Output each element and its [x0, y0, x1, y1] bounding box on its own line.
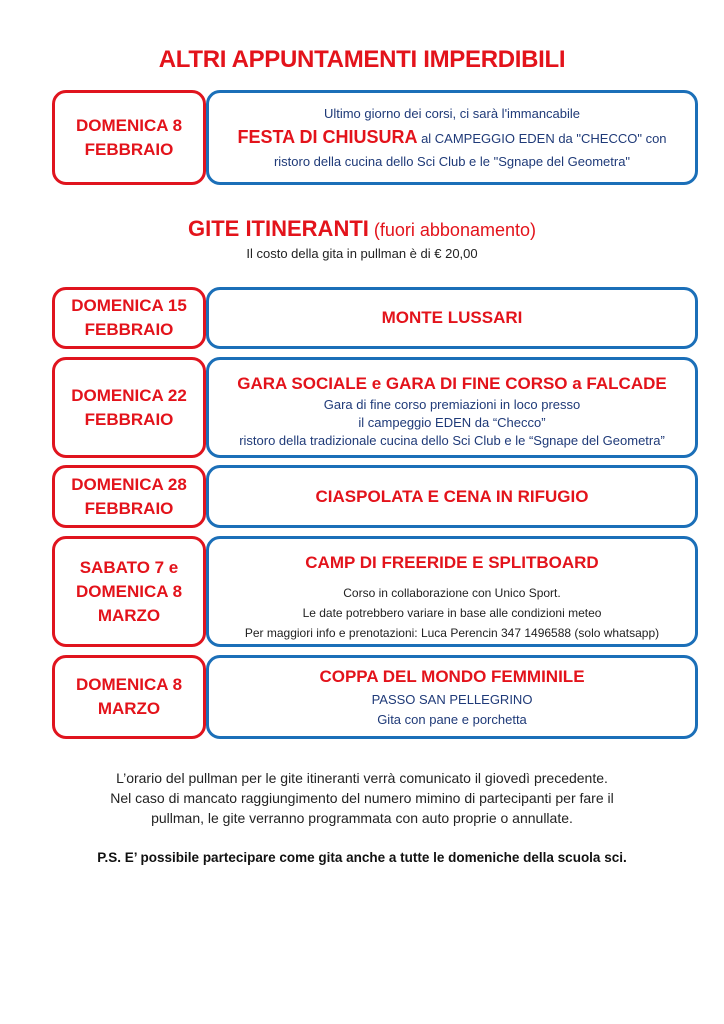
date-line: FEBBRAIO — [84, 409, 174, 429]
date-line: FEBBRAIO — [84, 320, 174, 339]
date-line: SABATO 7 e — [79, 557, 179, 577]
closing-event-date — [52, 90, 206, 185]
closing-detail: ristoro della cucina dello Sci Club e le "Sgnape del Geometra" — [273, 153, 631, 169]
closing-highlight: FESTA DI CHIUSURA — [237, 126, 418, 147]
trip-detail: Le date potrebbero variare in base alle condizioni meteo — [302, 606, 602, 620]
trip-date — [52, 465, 206, 528]
trip-info — [206, 655, 698, 739]
closing-event-row — [52, 90, 698, 185]
trips-subtitle: (fuori abbonamento) — [368, 220, 536, 240]
trip-title: COPPA DEL MONDO FEMMINILE — [319, 667, 585, 686]
closing-headline — [237, 125, 666, 151]
trip-title: CIASPOLATA E CENA IN RIFUGIO — [315, 486, 589, 506]
trip-detail: Per maggiori info e prenotazioni: Luca Perencin 347 1496588 (solo whatsapp) — [244, 626, 660, 640]
trip-detail: PASSO SAN PELLEGRINO — [371, 692, 533, 707]
date-line: FEBBRAIO — [84, 498, 174, 518]
trip-date — [52, 655, 206, 739]
trips-title: GITE ITINERANTI — [188, 216, 369, 241]
date-line: DOMENICA 8 — [75, 115, 183, 135]
date-line: DOMENICA 15 — [71, 296, 187, 315]
footer-line: pullman, le gite verranno programmata con auto proprie o annullate. — [151, 810, 573, 826]
trip-title: MONTE LUSSARI — [381, 308, 523, 327]
footer-line: Nel caso di mancato raggiungimento del numero mimino di partecipanti per fare il — [110, 790, 614, 806]
footer-note — [0, 768, 724, 828]
closing-event-info — [206, 90, 698, 185]
trip-row — [52, 536, 698, 647]
trip-detail: Gara di fine corso premiazioni in loco presso — [323, 397, 581, 412]
trip-info — [206, 536, 698, 647]
trip-title: GARA SOCIALE e GARA DI FINE CORSO a FALCADE — [237, 374, 667, 393]
date-line: DOMENICA 8 — [75, 675, 183, 694]
trip-detail: Corso in collaborazione con Unico Sport. — [343, 586, 561, 600]
footer-line: L’orario del pullman per le gite itineranti verrà comunicato il giovedì precedente. — [116, 770, 608, 786]
trip-detail: il campeggio EDEN da “Checco” — [358, 415, 546, 430]
trip-date — [52, 287, 206, 349]
date-line: MARZO — [97, 605, 161, 625]
date-line: DOMENICA 28 — [71, 474, 187, 494]
date-line: FEBBRAIO — [84, 139, 174, 159]
trip-row — [52, 465, 698, 528]
trip-detail: ristoro della tradizionale cucina dello Sci Club e le “Sgnape del Geometra” — [239, 433, 665, 448]
trips-section-title — [0, 216, 724, 242]
trip-detail: Gita con pane e porchetta — [377, 712, 527, 727]
trip-info — [206, 287, 698, 349]
trip-title: CAMP DI FREERIDE E SPLITBOARD — [305, 553, 599, 572]
trip-row — [52, 357, 698, 458]
closing-intro: Ultimo giorno dei corsi, ci sarà l'immancabile — [323, 105, 581, 121]
date-line: DOMENICA 8 — [75, 581, 183, 601]
trip-cost: Il costo della gita in pullman è di € 20,00 — [246, 246, 478, 261]
trip-row — [52, 655, 698, 739]
trip-info — [206, 465, 698, 528]
date-line: DOMENICA 22 — [71, 385, 187, 405]
postscript: P.S. E’ possibile partecipare come gita anche a tutte le domeniche della scuola sci. — [97, 850, 627, 865]
trip-date — [52, 536, 206, 647]
trip-info — [206, 357, 698, 458]
trip-row — [52, 287, 698, 349]
closing-location: al CAMPEGGIO EDEN da "CHECCO" con — [417, 130, 667, 146]
page-title: ALTRI APPUNTAMENTI IMPERDIBILI — [158, 46, 566, 73]
date-line: MARZO — [97, 699, 161, 718]
trip-date — [52, 357, 206, 458]
